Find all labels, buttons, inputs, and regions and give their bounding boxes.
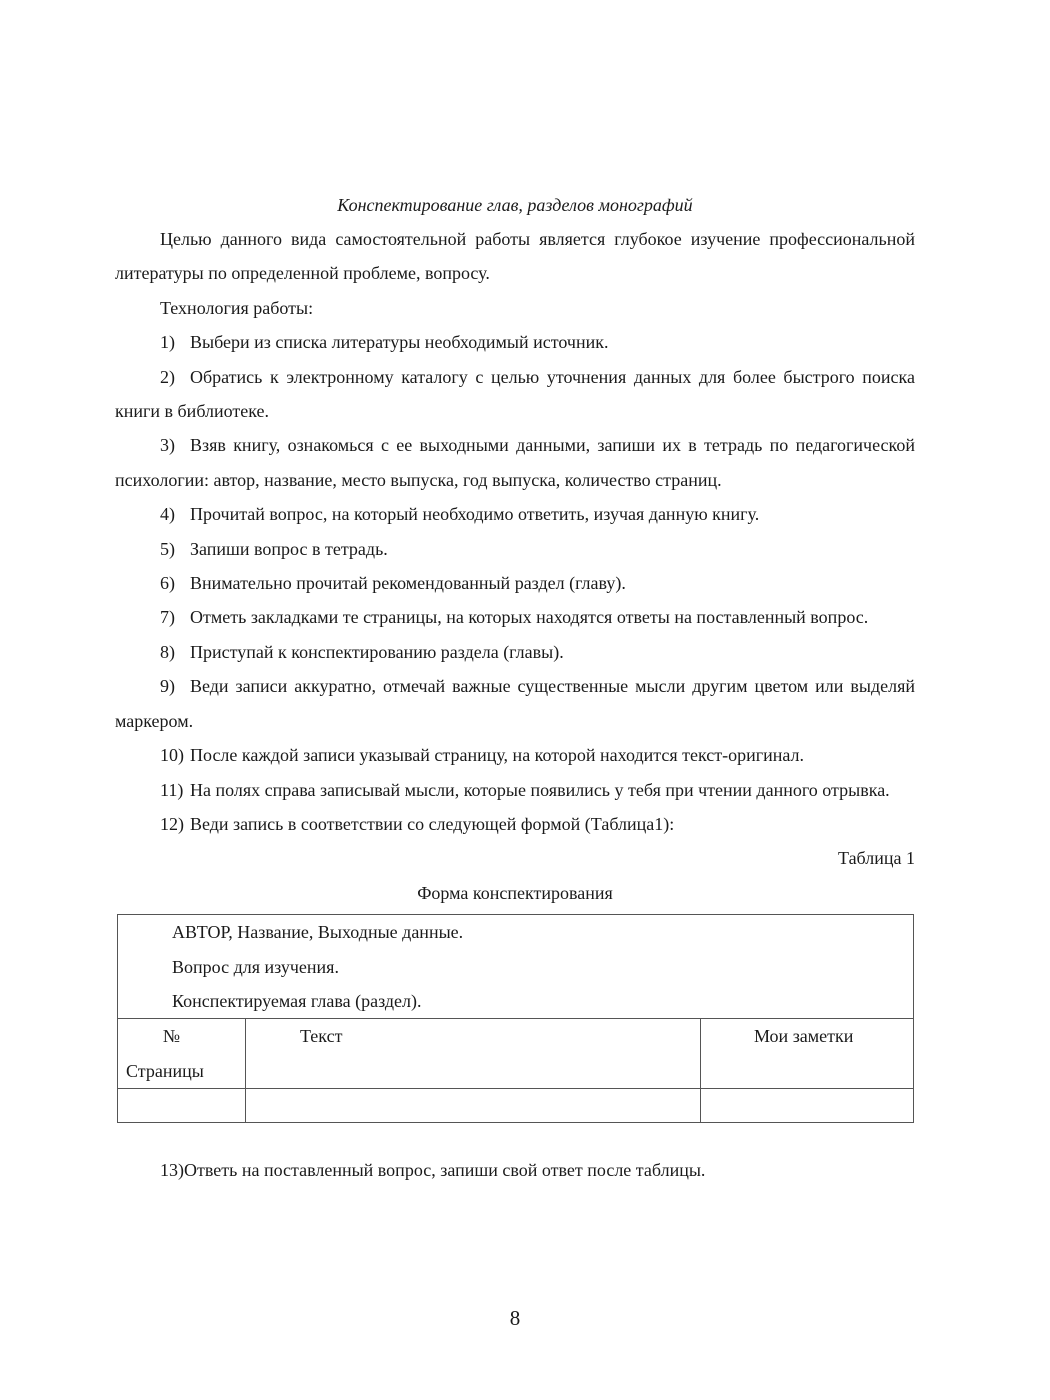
list-item [115, 807, 915, 841]
column-header-page [118, 1019, 246, 1089]
column-header-pages: Страницы [126, 1060, 204, 1081]
table-title: Форма конспектирования [417, 882, 613, 903]
table-cell [118, 1089, 246, 1123]
step-text: Обратись к электронному каталогу с целью уточнения данных для более быстрого поиска книги в библиотеке. [115, 366, 915, 422]
technology-heading: Технология работы: [160, 297, 314, 318]
list-item [115, 635, 915, 669]
step-text: Приступай к конспектированию раздела (главы). [190, 641, 564, 662]
table-cell [246, 1089, 701, 1123]
step-number: 10) [160, 745, 184, 766]
header-line-author: АВТОР, Название, Выходные данные. [172, 922, 464, 943]
list-item [115, 532, 915, 566]
list-item [115, 360, 915, 429]
list-item [115, 669, 915, 738]
step-text: Внимательно прочитай рекомендованный раздел (главу). [190, 573, 626, 594]
step-text: Веди записи аккуратно, отмечай важные существенные мысли другим цветом или выделяй маркером. [115, 676, 915, 731]
step-text: Выбери из списка литературы необходимый источник. [190, 332, 609, 353]
list-item [115, 600, 915, 634]
step-number: 6) [160, 573, 175, 594]
header-line-question: Вопрос для изучения. [172, 956, 339, 977]
header-cell [118, 915, 914, 1019]
table-cell [701, 1089, 914, 1123]
step-number: 2) [160, 366, 175, 387]
list-item [115, 773, 915, 807]
step-text: Запиши вопрос в тетрадь. [190, 538, 388, 559]
step-text: После каждой записи указывай страницу, на которой находится текст-оригинал. [190, 745, 805, 766]
intro-paragraph: Целью данного вида самостоятельной работы является глубокое изучение профессиональной литературы по определенной проблеме, вопросу. [115, 229, 915, 284]
page-number: 8 [509, 1306, 521, 1330]
step-number: 1) [160, 332, 175, 353]
steps-list [115, 325, 915, 841]
column-header-notes: Мои заметки [701, 1019, 914, 1089]
step-number: 3) [160, 435, 175, 456]
step-number: 7) [160, 607, 175, 628]
step-text: Отметь закладками те страницы, на которых находятся ответы на поставленный вопрос. [190, 607, 869, 628]
column-header-number-sign: № [162, 1026, 181, 1047]
step-number: 9) [160, 676, 175, 697]
list-item [115, 566, 915, 600]
step-text: Взяв книгу, ознакомься с ее выходными данными, запиши их в тетрадь по педагогической психологии: автор, название, место выпуска, год выпуска, количество страниц. [115, 435, 915, 490]
table-columns-row [118, 1019, 914, 1089]
table-row [118, 1089, 914, 1123]
list-item [115, 738, 915, 772]
outline-form-table [117, 914, 914, 1123]
step-number: 4) [160, 504, 175, 525]
step-text: Прочитай вопрос, на который необходимо ответить, изучая данную книгу. [190, 504, 760, 525]
list-item [115, 428, 915, 497]
step-number: 5) [160, 538, 175, 559]
table-label: Таблица 1 [838, 848, 915, 869]
step-text: На полях справа записывай мысли, которые появились у тебя при чтении данного отрывка. [190, 779, 890, 800]
list-item [115, 497, 915, 531]
list-item [115, 325, 915, 359]
final-step: 13)Ответь на поставленный вопрос, запиши свой ответ после таблицы. [160, 1160, 706, 1181]
table-header-row [118, 915, 914, 1019]
column-header-text: Текст [246, 1019, 701, 1089]
section-title: Конспектирование глав, разделов монографий [337, 195, 693, 215]
step-number: 8) [160, 641, 175, 662]
step-number: 12) [160, 813, 184, 834]
step-number: 11) [160, 779, 184, 800]
step-text: Веди запись в соответствии со следующей формой (Таблица1): [190, 813, 675, 834]
header-line-chapter: Конспектируемая глава (раздел). [172, 990, 422, 1011]
document-page [115, 188, 915, 1188]
